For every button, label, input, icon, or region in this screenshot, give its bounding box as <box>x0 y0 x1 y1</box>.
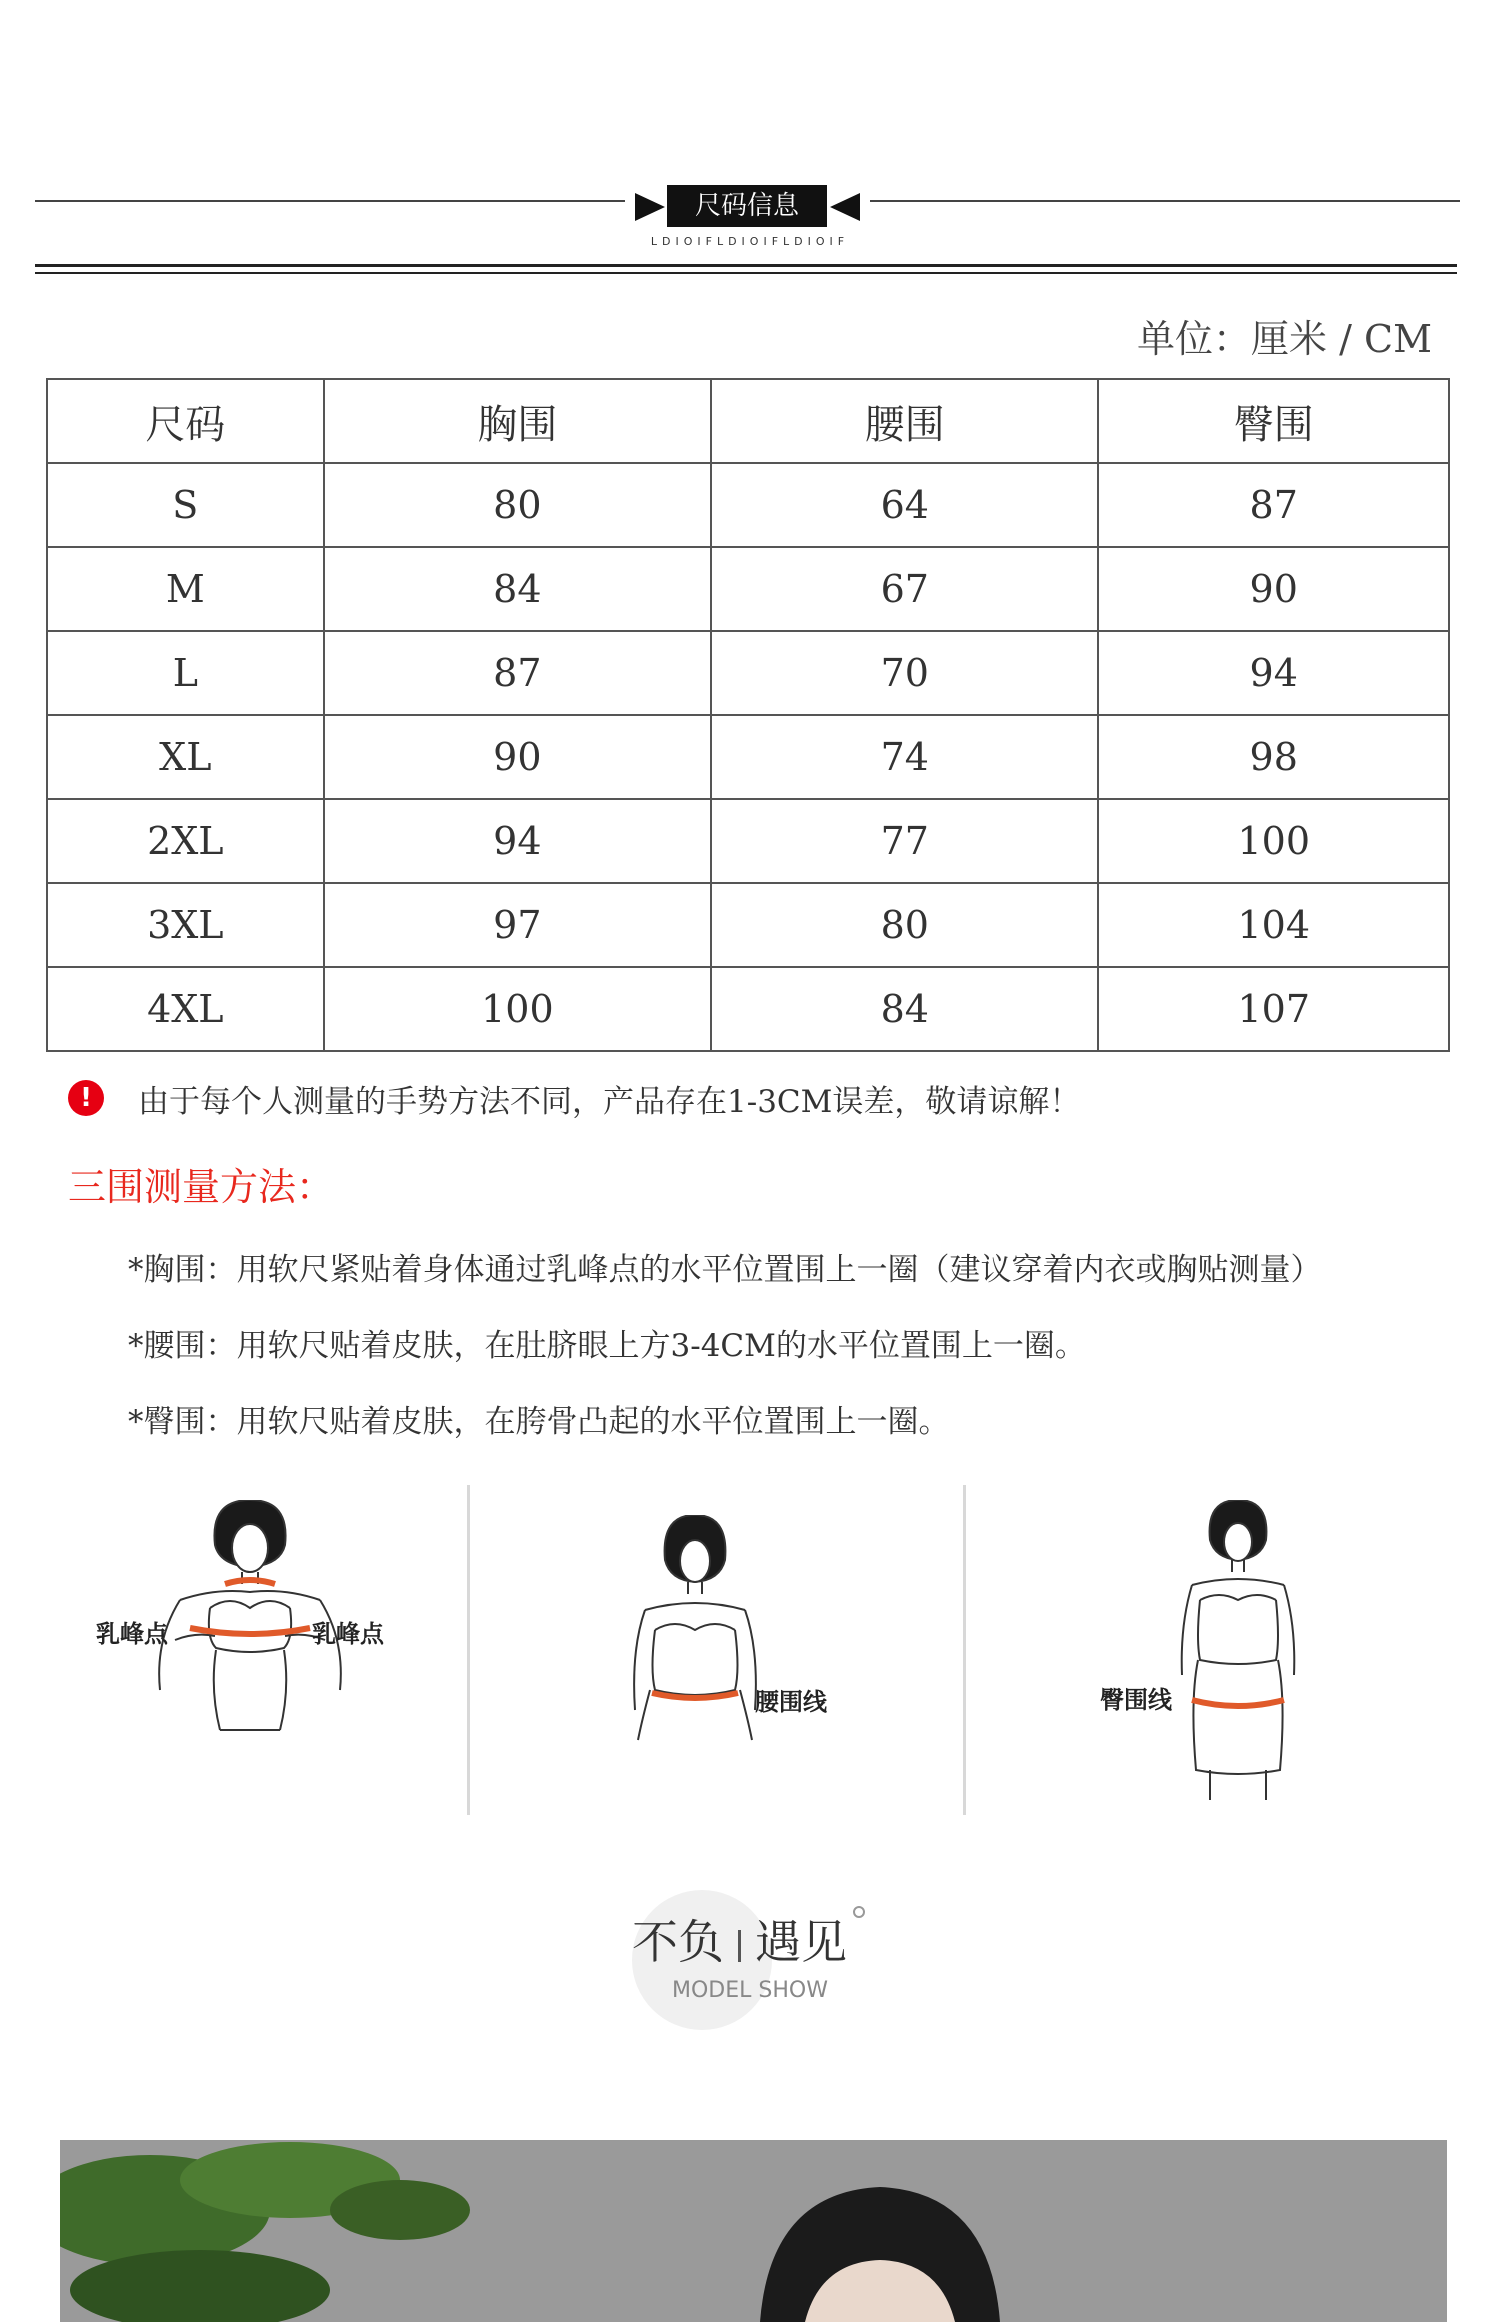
cell-size: XL <box>47 715 324 799</box>
title-separator <box>738 1930 741 1962</box>
cell-bust: 100 <box>324 967 711 1051</box>
cell-waist: 74 <box>711 715 1098 799</box>
bust-point-label-right: 乳峰点 <box>312 1620 384 1648</box>
foliage-decoration <box>60 2140 1447 2322</box>
table-row <box>47 715 1449 799</box>
cell-hip: 104 <box>1098 883 1449 967</box>
cell-waist: 64 <box>711 463 1098 547</box>
bust-point-label-left: 乳峰点 <box>96 1620 168 1648</box>
figure-divider <box>467 1485 470 1815</box>
table-row <box>47 883 1449 967</box>
waist-line-label: 腰围线 <box>755 1688 827 1716</box>
model-photo <box>60 2140 1447 2322</box>
degree-mark-icon <box>853 1906 865 1918</box>
cell-size: S <box>47 463 324 547</box>
model-show-subtitle: MODEL SHOW <box>672 1978 828 2003</box>
waist-measurement-illustration <box>620 1515 770 1745</box>
cell-size: L <box>47 631 324 715</box>
hip-line-label: 臀围线 <box>1100 1686 1172 1714</box>
cell-hip: 107 <box>1098 967 1449 1051</box>
figure-divider <box>963 1485 966 1815</box>
model-show-title <box>632 1906 865 1972</box>
cell-bust: 84 <box>324 547 711 631</box>
cell-size: 3XL <box>47 883 324 967</box>
table-row <box>47 799 1449 883</box>
cell-waist: 80 <box>711 883 1098 967</box>
cell-waist: 67 <box>711 547 1098 631</box>
method-note-hip: *臀围：用软尺贴着皮肤，在胯骨凸起的水平位置围上一圈。 <box>128 1404 950 1440</box>
cell-size: M <box>47 547 324 631</box>
method-title: 三围测量方法： <box>68 1165 335 1209</box>
cell-size: 4XL <box>47 967 324 1051</box>
header-double-rule-bottom <box>35 272 1457 274</box>
header-double-rule-top <box>35 264 1457 267</box>
column-header-bust: 胸围 <box>324 379 711 463</box>
cell-hip: 87 <box>1098 463 1449 547</box>
cell-bust: 94 <box>324 799 711 883</box>
unit-label: 单位：厘米 / CM <box>1137 317 1432 361</box>
column-header-size: 尺码 <box>47 379 324 463</box>
cell-waist: 84 <box>711 967 1098 1051</box>
table-row <box>47 631 1449 715</box>
hip-measurement-illustration <box>1170 1500 1310 1810</box>
section-title: 尺码信息 <box>667 185 827 227</box>
warning-text: 由于每个人测量的手势方法不同，产品存在1-3CM误差，敬请谅解！ <box>138 1084 1081 1120</box>
table-row <box>47 547 1449 631</box>
cell-bust: 90 <box>324 715 711 799</box>
column-header-waist: 腰围 <box>711 379 1098 463</box>
table-row <box>47 463 1449 547</box>
cell-bust: 80 <box>324 463 711 547</box>
cell-waist: 77 <box>711 799 1098 883</box>
cell-hip: 94 <box>1098 631 1449 715</box>
cell-bust: 97 <box>324 883 711 967</box>
cell-bust: 87 <box>324 631 711 715</box>
section-subtitle: LDIOIFLDIOIFLDIOIF <box>650 235 850 248</box>
header-wing-right <box>830 193 860 221</box>
cell-hip: 90 <box>1098 547 1449 631</box>
header-rule-right <box>870 200 1460 202</box>
method-note-bust: *胸围：用软尺紧贴着身体通过乳峰点的水平位置围上一圈（建议穿着内衣或胸贴测量） <box>128 1252 1322 1288</box>
cell-size: 2XL <box>47 799 324 883</box>
column-header-hip: 臀围 <box>1098 379 1449 463</box>
cell-waist: 70 <box>711 631 1098 715</box>
table-row <box>47 967 1449 1051</box>
model-show-title-left: 不负 <box>632 1915 724 1969</box>
size-chart-table <box>46 378 1450 1052</box>
table-header-row <box>47 379 1449 463</box>
method-note-waist: *腰围：用软尺贴着皮肤，在肚脐眼上方3-4CM的水平位置围上一圈。 <box>128 1328 1086 1364</box>
warning-icon: ! <box>68 1080 104 1116</box>
cell-hip: 100 <box>1098 799 1449 883</box>
cell-hip: 98 <box>1098 715 1449 799</box>
header-wing-left <box>635 193 665 221</box>
header-rule-left <box>35 200 625 202</box>
model-show-title-right: 遇见 <box>755 1915 847 1969</box>
